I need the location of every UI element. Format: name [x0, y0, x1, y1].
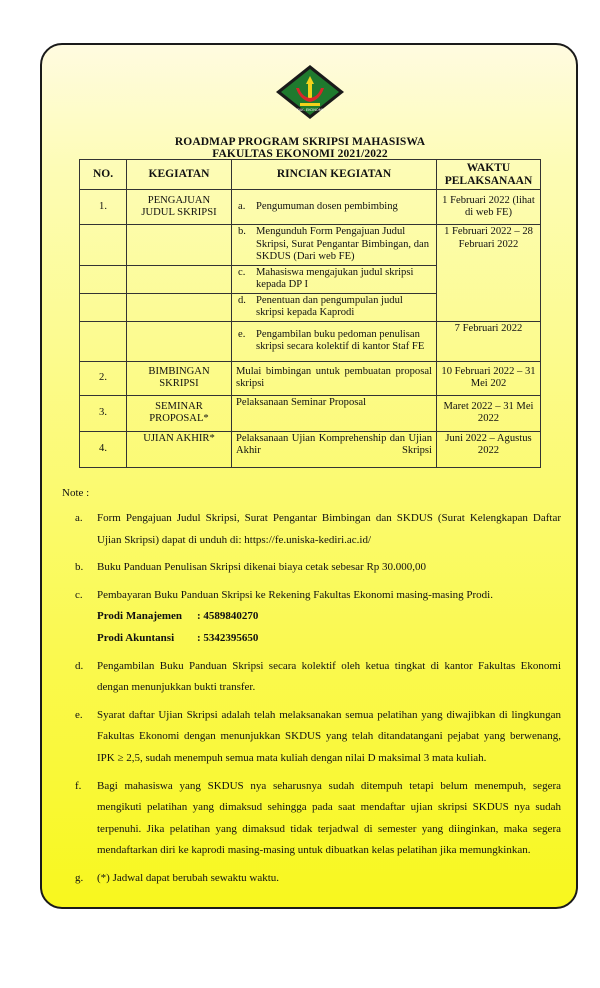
row-rincian: [232, 293, 437, 321]
note-letter: a.: [75, 512, 83, 524]
row-kegiatan-empty: [127, 321, 232, 361]
note-text: Buku Panduan Penulisan Skripsi dikenai biaya cetak sebesar Rp 30.000,00: [97, 561, 427, 574]
table-header-row: [80, 160, 541, 190]
row-kegiatan-empty: [127, 225, 232, 266]
header-waktu: WAKTU PELAKSANAAN: [437, 160, 541, 190]
svg-text:FAK. EKONOMI: FAK. EKONOMI: [297, 108, 323, 112]
row-rincian: [232, 321, 437, 361]
account-number: : 5342395650: [197, 631, 259, 644]
account-name: Prodi Akuntansi: [97, 631, 175, 644]
header-kegiatan: KEGIATAN: [127, 160, 232, 190]
item-text: Pengambilan buku pedoman penulisan skripsi secara kolektif di kantor Staf FE: [256, 328, 425, 352]
row-number: 2.: [80, 361, 127, 395]
note-text: Form Pengajuan Judul Skripsi, Surat Pengantar Bimbingan dan SKDUS (Surat Kelengkapan Daftar Ujian Skripsi) dapat di unduh di: https://fe.uniska-kediri.ac.id/: [97, 512, 561, 546]
account-number: : 4589840270: [197, 610, 259, 623]
item-text: Pengumuman dosen pembimbing: [256, 200, 398, 212]
notes-label: Note :: [62, 487, 90, 499]
row-rincian: [232, 225, 437, 266]
row-kegiatan: UJIAN AKHIR*: [127, 431, 232, 467]
list-item: [75, 705, 561, 770]
item-letter: d.: [238, 294, 246, 306]
row-rincian: Mulai bimbingan untuk pembuatan proposal skripsi: [232, 361, 437, 395]
row-kegiatan: BIMBINGAN SKRIPSI: [127, 361, 232, 395]
row-kegiatan-empty: [127, 265, 232, 293]
item-text: Penentuan dan pengumpulan judul skripsi kepada Kaprodi: [256, 294, 403, 318]
table-row: [80, 321, 541, 361]
row-waktu: Maret 2022 – 31 Mei 2022: [437, 395, 541, 431]
list-item: [75, 868, 561, 890]
table-row: [80, 361, 541, 395]
note-letter: d.: [75, 659, 84, 672]
list-item: [75, 585, 561, 607]
row-number: 3.: [80, 395, 127, 431]
note-text: Syarat daftar Ujian Skripsi adalah telah melaksanakan semua pelatihan yang diwajibkan di lingkungan Fakultas Ekonomi dengan menunjukkan SKDUS yang telah ditandatangani pejabat yang berwenang, IPK ≥ 2,5, sudah menempuh semua mata kuliah dengan nilai D maksimal 3 mata kuliah.: [97, 708, 561, 764]
table-row: [80, 395, 541, 431]
document-subtitle: FAKULTAS EKONOMI 2021/2022: [212, 148, 388, 160]
item-letter: a.: [238, 200, 246, 212]
note-text: Pengambilan Buku Panduan Skripsi secara kolektif oleh ketua tingkat di kantor Fakultas Ekonomi dengan menunjukkan bukti transfer.: [97, 659, 561, 694]
row-kegiatan-empty: [127, 293, 232, 321]
table-row: [80, 431, 541, 467]
row-waktu: 1 Februari 2022 (lihat di web FE): [437, 190, 541, 225]
row-number-empty: [80, 225, 127, 266]
row-waktu: 1 Februari 2022 – 28 Februari 2022: [437, 225, 541, 322]
row-kegiatan: PENGAJUAN JUDUL SKRIPSI: [127, 190, 232, 225]
item-text: Mengunduh Form Pengajuan Judul Skripsi, Surat Pengantar Bimbingan, dan SKDUS (Dari web FE): [256, 226, 430, 262]
row-waktu: 7 Februari 2022: [437, 321, 541, 361]
row-number-empty: [80, 293, 127, 321]
table-row: [80, 225, 541, 266]
item-letter: c.: [238, 266, 246, 278]
item-letter: e.: [238, 328, 246, 340]
row-waktu: 10 Februari 2022 – 31 Mei 202: [437, 361, 541, 395]
row-number-empty: [80, 265, 127, 293]
note-letter: b.: [75, 561, 84, 574]
row-kegiatan: SEMINAR PROPOSAL*: [127, 395, 232, 431]
row-number: 4.: [80, 431, 127, 467]
header-rincian: RINCIAN KEGIATAN: [232, 160, 437, 190]
note-text: Pembayaran Buku Panduan Skripsi ke Rekening Fakultas Ekonomi masing-masing Prodi.: [97, 588, 493, 601]
row-rincian: Pelaksanaan Seminar Proposal: [232, 395, 437, 431]
list-item: [75, 656, 561, 699]
note-letter: e.: [75, 708, 83, 721]
account-name: Prodi Manajemen: [97, 610, 183, 623]
list-item: [75, 776, 561, 862]
row-rincian: [232, 265, 437, 293]
row-number-empty: [80, 321, 127, 361]
item-text: Mahasiswa mengajukan judul skripsi kepada DP I: [256, 266, 414, 290]
list-item: [75, 508, 561, 551]
university-crest-icon: [274, 64, 346, 120]
note-text: Bagi mahasiswa yang SKDUS nya seharusnya sudah ditempuh tetapi belum menempuh, segera mengikuti pelatihan yang dimaksud sehingga pada saat mendaftar ujian skripsi SKDUS nya sudah terpenuhi. Jika pelatihan yang dimaksud tidak terjadwal di semester yang diinginkan, maka segera mendaftarkan diri ke kaprodi masing-masing untuk dibuatkan kelas pelatihan jika memungkinkan.: [97, 779, 561, 857]
row-rincian: Pelaksanaan Ujian Komprehenship dan Ujian Akhir Skripsi: [232, 431, 437, 467]
table-row: [80, 190, 541, 225]
document-title: ROADMAP PROGRAM SKRIPSI MAHASISWA: [174, 136, 426, 148]
list-item: [75, 557, 561, 579]
account-manajemen: [75, 606, 561, 628]
note-letter: g.: [75, 871, 84, 884]
header-no: NO.: [80, 160, 127, 190]
note-text: (*) Jadwal dapat berubah sewaktu waktu.: [97, 871, 280, 884]
roadmap-table: [79, 159, 541, 468]
item-letter: b.: [238, 226, 246, 237]
note-letter: c.: [75, 588, 83, 601]
row-waktu: Juni 2022 – Agustus 2022: [437, 431, 541, 467]
notes-list: [75, 508, 561, 896]
note-letter: f.: [75, 779, 82, 792]
row-rincian: [232, 190, 437, 225]
account-akuntansi: [75, 628, 561, 650]
row-number: 1.: [80, 190, 127, 225]
